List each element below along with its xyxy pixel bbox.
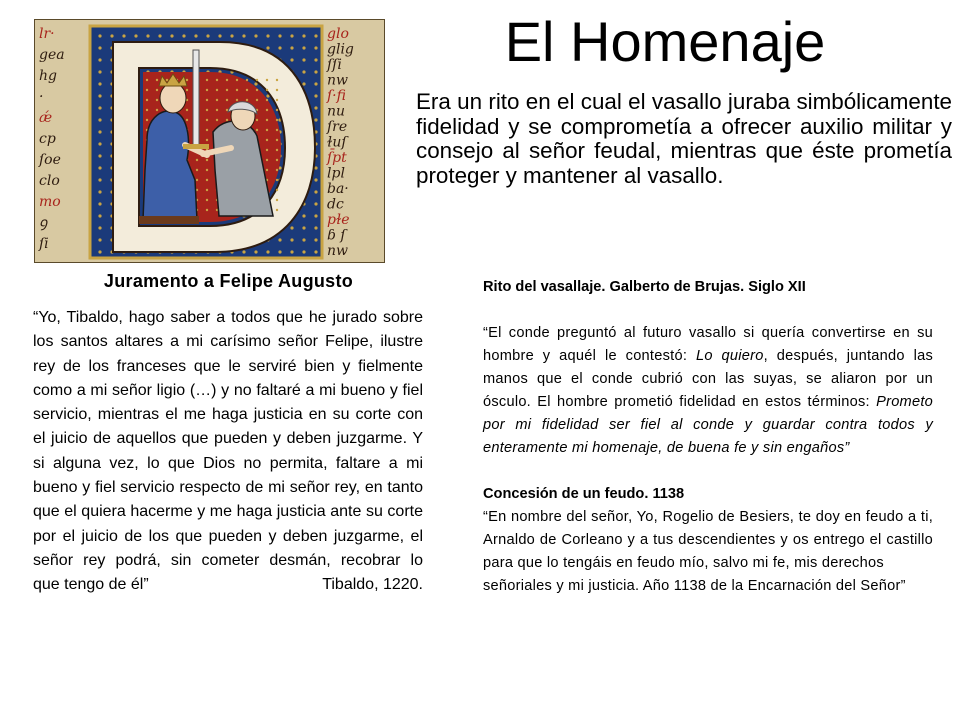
- feudo-text-a: “En nombre del señor, Yo, Rogelio de Besiers, te doy en feudo a ti, Arnaldo de Corleano y a tus descendientes y os entrego el castillo para que lo tengáis en feudo mío, salvo mi fe, mis derechos: [483, 509, 933, 571]
- script-line: ꝯ: [39, 215, 48, 231]
- script-line: nu: [327, 103, 346, 120]
- rito-quote-1: Lo quiero: [695, 348, 764, 364]
- rito-heading: Rito del vasallaje. Galberto de Brujas. Siglo XII: [483, 279, 806, 295]
- right-column: [483, 276, 933, 598]
- script-line: ſ·fi: [327, 88, 346, 104]
- script-line: ǽ: [39, 110, 53, 126]
- script-line: clo: [39, 173, 60, 189]
- script-line: lr·: [39, 26, 55, 42]
- script-line: ſ̄pt: [327, 150, 347, 166]
- rito-quote-2: Prometo por mi fidelidad ser fiel al conde y guardar contra todos y enteramente mi homenaje, de buena fe y sin engaños”: [483, 394, 933, 456]
- juramento-last-line: [33, 573, 423, 597]
- juramento-miniature: [34, 19, 385, 263]
- sword: [193, 50, 199, 146]
- rito-text-1: “El conde preguntó al futuro vasallo si quería convertirse en su hombre y aquél le contestó:: [483, 325, 933, 364]
- script-line: glo: [327, 26, 349, 42]
- illuminated-initial-D-icon: [35, 20, 384, 262]
- script-line: mo: [39, 194, 61, 210]
- feudo-heading: Concesión de un feudo. 1138: [483, 486, 685, 502]
- script-line: nw: [327, 72, 348, 89]
- script-line: ɫuſ: [327, 134, 347, 151]
- script-line: ·: [39, 89, 44, 105]
- script-line: lpl: [327, 165, 345, 182]
- script-line: gea: [39, 47, 65, 63]
- script-line: nw: [327, 243, 348, 259]
- script-line: ſi: [39, 236, 49, 252]
- script-line: hg: [39, 68, 57, 84]
- rito-text: [483, 322, 933, 460]
- page-title: El Homenaje: [504, 10, 826, 73]
- script-line: ba·: [327, 181, 349, 197]
- feudo-text-b: señoriales y mi justicia. Año 1138 de la Encarnación del Señor”: [483, 578, 906, 594]
- juramento-signature: Tibaldo, 1220.: [322, 576, 423, 594]
- script-line: dc: [327, 196, 344, 213]
- script-line: ſre: [327, 119, 348, 135]
- script-line: ɓ ſ: [327, 227, 346, 244]
- juramento-text: [33, 306, 423, 598]
- script-line: ſoe: [39, 152, 61, 168]
- intro-paragraph: Era un rito en el cual el vasallo juraba simbólicamente fidelidad y se comprometía a ofrecer auxilio militar y consejo al señor feudal, mientras que éste prometía proteger y mantener al vasallo.: [416, 89, 952, 188]
- script-line: cp: [39, 131, 56, 147]
- juramento-heading: Juramento a Felipe Augusto: [103, 271, 354, 291]
- juramento-body: “Yo, Tibaldo, hago saber a todos que he jurado sobre los santos altares a mi carísimo señor Felipe, ilustre rey de los franceses que le serviré bien y fielmente como a mi señor ligio (…) y no faltaré a mi bueno y fiel servicio, mientras el me haga justicia en su corte con el juicio de aquellos que pueden y deben juzgarme. Y si alguna vez, lo que Dios no permita, faltare a mi bueno y fiel servicio respecto de mi señor rey, en tanto que el quiera hacerme y me haga justicia ante su corte por el juicio de los que pueden y deben juzgarme, el señor rey podrá, sin cometer desmán, recobrar lo: [33, 309, 423, 569]
- juramento-closing: que tengo de él”: [33, 576, 149, 594]
- script-line: glig: [327, 41, 354, 58]
- script-line: pɫe: [327, 212, 350, 228]
- script-line: ſſi: [327, 57, 342, 73]
- rito-text-2: , después, juntando las manos que el conde cubrió con las suyas, se aliaron por un ósculo. El hombre prometió fidelidad en estos términos:: [483, 348, 934, 410]
